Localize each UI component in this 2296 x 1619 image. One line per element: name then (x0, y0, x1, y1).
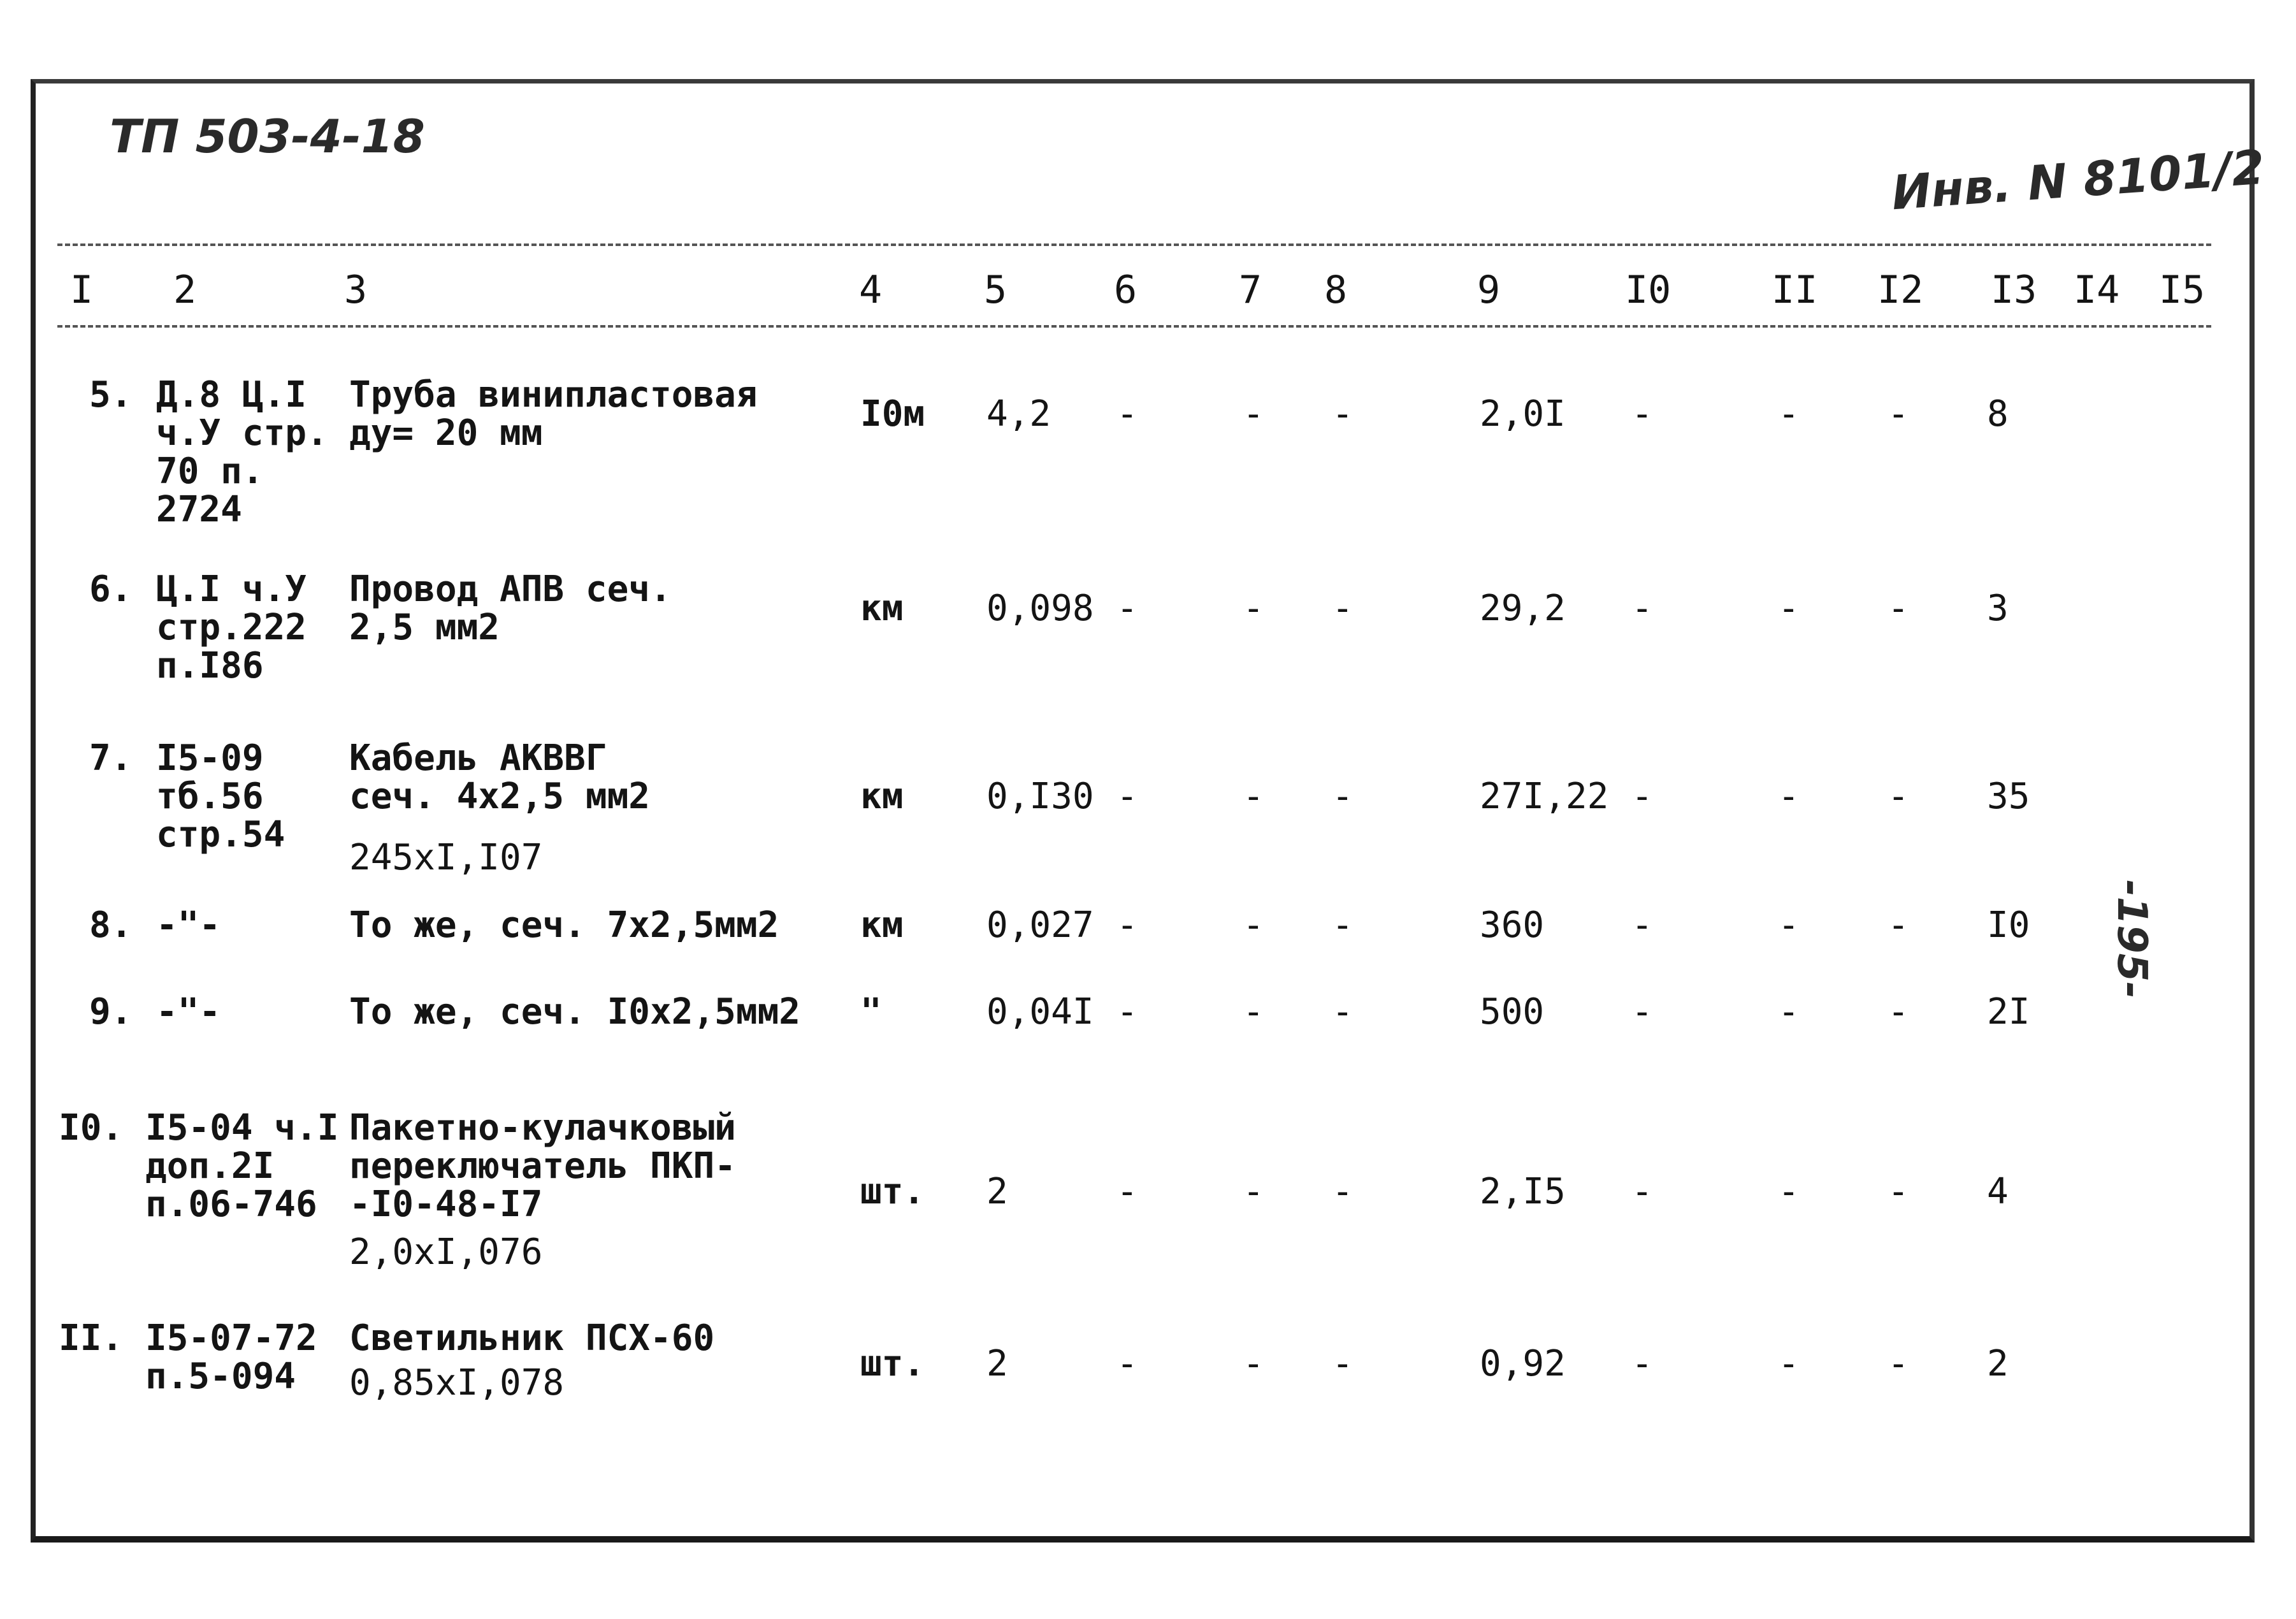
row-4-c10: - (1631, 904, 1653, 946)
row-5-c9: 500 (1480, 991, 1545, 1033)
row-4-c13: I0 (1987, 904, 2030, 946)
row-4-c9: 360 (1480, 904, 1545, 946)
row-4-name: То же, сеч. 7х2,5мм2 (349, 904, 779, 946)
row-2-c5: 0,098 (986, 588, 1094, 629)
column-header-2: 2 (173, 268, 197, 312)
column-header-6: 6 (1114, 268, 1137, 312)
row-3-num: 7. (89, 737, 133, 779)
row-1-c12: - (1888, 393, 1909, 435)
row-4-c8: - (1332, 904, 1354, 946)
row-1-name: Труба винипластовая ду= 20 мм (349, 374, 758, 454)
row-3-c9: 27I,22 (1480, 776, 1609, 817)
column-header-7: 7 (1239, 268, 1262, 312)
header-bottom-rule (57, 325, 2211, 328)
row-2-code: Ц.I ч.У стр.222 п.I86 (156, 569, 307, 686)
row-6-name: Пакетно-кулачковый переключатель ПКП- -I0-48-I7 (349, 1107, 736, 1225)
header-top-rule (57, 243, 2211, 246)
row-4-num: 8. (89, 904, 133, 946)
row-7-note: 0,85хI,078 (349, 1362, 565, 1404)
document-code: ТП 503-4-18 (110, 110, 425, 163)
row-3-note: 245хI,I07 (349, 837, 543, 878)
row-1-num: 5. (89, 374, 133, 416)
row-5-c13: 2I (1987, 991, 2030, 1033)
row-5-code: -"- (156, 991, 221, 1033)
row-1-c5: 4,2 (986, 393, 1051, 435)
row-4-c11: - (1778, 904, 1800, 946)
page-number: -195- (2108, 880, 2155, 999)
row-6-c7: - (1243, 1171, 1264, 1212)
row-3-c10: - (1631, 776, 1653, 817)
row-7-c12: - (1888, 1343, 1909, 1384)
row-7-c10: - (1631, 1343, 1653, 1384)
row-1-code: Д.8 Ц.I ч.У стр. 70 п. 2724 (156, 374, 328, 530)
row-2-c8: - (1332, 588, 1354, 629)
row-3-c6: - (1116, 776, 1138, 817)
row-5-c6: - (1116, 991, 1138, 1033)
row-2-c9: 29,2 (1480, 588, 1566, 629)
row-4-c12: - (1888, 904, 1909, 946)
row-3-c8: - (1332, 776, 1354, 817)
row-3-c5: 0,I30 (986, 776, 1094, 817)
row-6-c5: 2 (986, 1171, 1008, 1212)
row-7-c13: 2 (1987, 1343, 2009, 1384)
row-6-num: I0. (59, 1107, 124, 1149)
row-6-code: I5-04 ч.I доп.2I п.06-746 (145, 1107, 339, 1225)
row-3-code: I5-09 тб.56 стр.54 (156, 737, 285, 855)
inventory-number: Инв. N 8101/2 (1889, 140, 2267, 221)
row-7-unit: шт. (860, 1343, 925, 1384)
row-2-c10: - (1631, 588, 1653, 629)
row-6-c6: - (1116, 1171, 1138, 1212)
column-header-4: 4 (859, 268, 883, 312)
row-5-c11: - (1778, 991, 1800, 1033)
row-5-c12: - (1888, 991, 1909, 1033)
row-1-c9: 2,0I (1480, 393, 1566, 435)
row-5-unit: " (860, 991, 882, 1033)
row-1-c10: - (1631, 393, 1653, 435)
row-6-c13: 4 (1987, 1171, 2009, 1212)
row-3-c11: - (1778, 776, 1800, 817)
row-5-c10: - (1631, 991, 1653, 1033)
row-2-c11: - (1778, 588, 1800, 629)
row-7-c7: - (1243, 1343, 1264, 1384)
row-7-num: II. (59, 1318, 124, 1359)
column-header-5: 5 (984, 268, 1007, 312)
row-2-c12: - (1888, 588, 1909, 629)
row-6-c10: - (1631, 1171, 1653, 1212)
row-1-c7: - (1243, 393, 1264, 435)
row-1-c6: - (1116, 393, 1138, 435)
row-3-c13: 35 (1987, 776, 2030, 817)
row-7-c11: - (1778, 1343, 1800, 1384)
row-5-c5: 0,04I (986, 991, 1094, 1033)
column-header-1: I (70, 268, 94, 312)
row-1-unit: I0м (860, 393, 925, 435)
row-6-c9: 2,I5 (1480, 1171, 1566, 1212)
row-3-name: Кабель АКВВГ сеч. 4х2,5 мм2 (349, 737, 651, 817)
row-2-c13: 3 (1987, 588, 2009, 629)
row-2-name: Провод АПВ сеч. 2,5 мм2 (349, 569, 672, 648)
row-4-code: -"- (156, 904, 221, 946)
row-5-name: То же, сеч. I0х2,5мм2 (349, 991, 801, 1033)
column-header-3: 3 (344, 268, 368, 312)
row-7-c6: - (1116, 1343, 1138, 1384)
column-header-12: I2 (1877, 268, 1924, 312)
row-3-c12: - (1888, 776, 1909, 817)
row-4-c5: 0,027 (986, 904, 1094, 946)
row-1-c8: - (1332, 393, 1354, 435)
row-6-note: 2,0хI,076 (349, 1231, 543, 1273)
row-6-c12: - (1888, 1171, 1909, 1212)
column-header-8: 8 (1324, 268, 1348, 312)
row-4-c7: - (1243, 904, 1264, 946)
column-header-9: 9 (1477, 268, 1501, 312)
row-4-c6: - (1116, 904, 1138, 946)
column-header-10: I0 (1625, 268, 1671, 312)
row-6-c11: - (1778, 1171, 1800, 1212)
row-7-name: Светильник ПСХ-60 (349, 1318, 715, 1359)
row-2-num: 6. (89, 569, 133, 610)
row-2-unit: км (860, 588, 904, 629)
column-header-13: I3 (1991, 268, 2037, 312)
row-7-c8: - (1332, 1343, 1354, 1384)
column-header-11: II (1772, 268, 1818, 312)
row-4-unit: км (860, 904, 904, 946)
column-header-15: I5 (2159, 268, 2206, 312)
row-6-c8: - (1332, 1171, 1354, 1212)
row-1-c11: - (1778, 393, 1800, 435)
row-5-c8: - (1332, 991, 1354, 1033)
row-3-c7: - (1243, 776, 1264, 817)
column-header-14: I4 (2074, 268, 2120, 312)
row-7-code: I5-07-72 п.5-094 (145, 1318, 317, 1397)
row-5-c7: - (1243, 991, 1264, 1033)
row-2-c7: - (1243, 588, 1264, 629)
row-7-c9: 0,92 (1480, 1343, 1566, 1384)
row-2-c6: - (1116, 588, 1138, 629)
row-3-unit: км (860, 776, 904, 817)
row-7-c5: 2 (986, 1343, 1008, 1384)
row-6-unit: шт. (860, 1171, 925, 1212)
row-5-num: 9. (89, 991, 133, 1033)
row-1-c13: 8 (1987, 393, 2009, 435)
